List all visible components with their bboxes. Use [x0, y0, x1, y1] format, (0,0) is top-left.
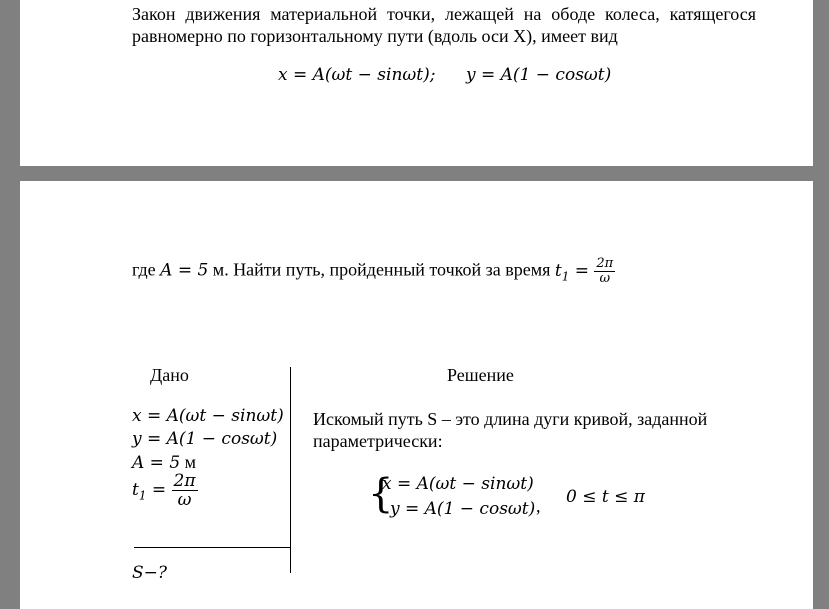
t1-subscript: 1: [561, 269, 570, 284]
column-divider: [290, 367, 291, 573]
intro-line-1: Закон движения материальной точки, лежащей на ободе колеса, катящегося: [132, 4, 756, 24]
t1-numerator: 2π: [596, 256, 614, 271]
solution-line-1: Искомый путь S – это длина дуги кривой, заданной: [313, 409, 708, 429]
given-t1-subscript: 1: [138, 488, 147, 503]
solution-line-2: параметрически:: [313, 431, 443, 451]
given-header: Дано: [150, 365, 189, 385]
given-t1-equals: =: [146, 480, 172, 500]
given-t1: [132, 472, 198, 509]
t1-equals: =: [569, 260, 595, 281]
t1-symbol: [554, 260, 595, 284]
given-A: A = 5: [160, 260, 209, 281]
t1-fraction: [594, 257, 615, 286]
t1-denominator: ω: [599, 271, 611, 286]
given-line-1: x = A(ωt − sinωt): [132, 406, 284, 426]
system-x: x = A(ωt − sinωt): [382, 474, 534, 494]
page-1: [20, 0, 813, 166]
given-line: [132, 257, 615, 288]
solution-header: Решение: [447, 365, 514, 385]
intro-line-2: равномерно по горизонтальному пути (вдоль оси X), имеет вид: [132, 26, 618, 46]
page-2: [20, 181, 813, 609]
system-brace: {: [368, 471, 394, 517]
find-value: S−?: [132, 563, 168, 583]
given-A-unit-2: м: [180, 452, 197, 472]
given-A-unit: м. Найти путь, пройденный точкой за время: [208, 259, 555, 280]
given-line-2: y = A(1 − cosωt): [132, 429, 278, 449]
system-comma: ,: [536, 496, 541, 516]
system-y: y = A(1 − cosωt): [390, 499, 536, 519]
equation-y: y = A(1 − cosωt): [466, 65, 612, 85]
parameter-range: 0 ≤ t ≤ π: [566, 487, 645, 507]
given-t1-fraction: [172, 472, 198, 509]
given-line-prefix: где: [132, 259, 161, 280]
find-divider: [134, 547, 290, 548]
given-A-value: A = 5: [132, 453, 181, 473]
equation-x: x = A(ωt − sinωt);: [278, 65, 436, 85]
given-t1-numerator: 2π: [173, 471, 196, 491]
given-t1-label: t: [132, 480, 139, 500]
t1-label: t: [554, 260, 562, 281]
given-t1-denominator: ω: [177, 490, 192, 510]
